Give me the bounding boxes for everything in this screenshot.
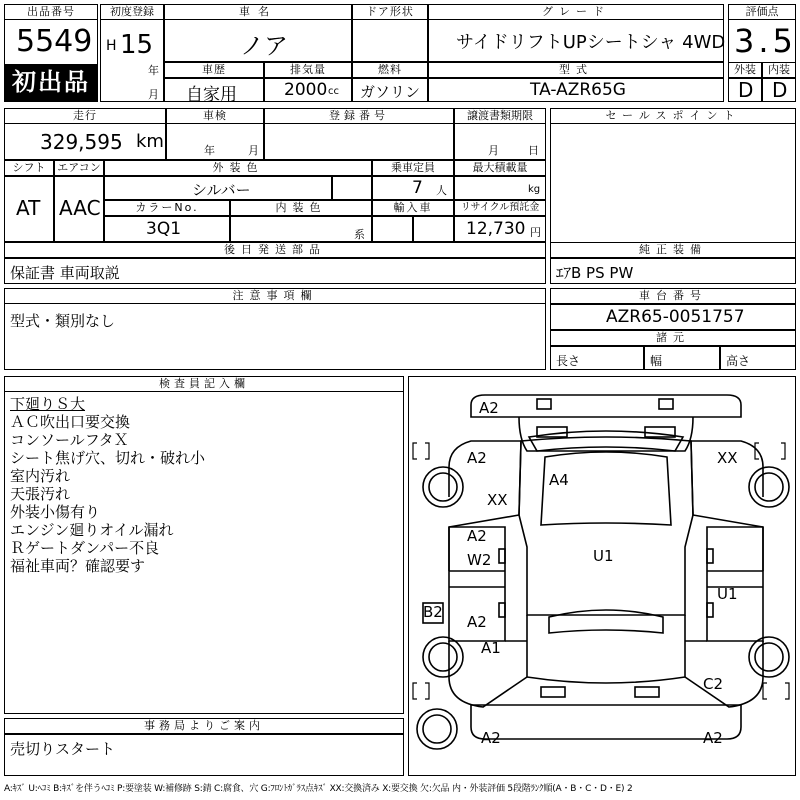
first-reg-month-unit: 月 xyxy=(148,88,159,101)
int-color-label: 内装色 xyxy=(230,200,372,216)
max-load-label: 最大積載量 xyxy=(454,160,546,176)
int-color-cell xyxy=(230,216,372,242)
rear-body xyxy=(527,615,685,683)
office-value: 売切りスタート xyxy=(10,740,116,758)
first-reg-year-unit: 年 xyxy=(148,64,159,77)
caution-label: 注意事項欄 xyxy=(4,288,546,304)
damage-mark: A2 xyxy=(481,729,501,747)
door-label: ドア形状 xyxy=(352,4,428,20)
capacity-value: 7 xyxy=(412,178,423,198)
first-reg-era: H xyxy=(106,38,117,54)
car-name-label: 車名 xyxy=(164,4,352,20)
inspector-notes xyxy=(10,395,205,575)
damage-mark: U1 xyxy=(593,547,614,565)
aircon-value: AAC xyxy=(59,196,101,220)
recycle-unit: 円 xyxy=(530,226,541,239)
plate-front xyxy=(537,399,551,409)
max-load-unit: kg xyxy=(528,184,541,195)
transfer-month-unit: 月 xyxy=(488,144,499,157)
inspector-note: 外装小傷有り xyxy=(10,503,101,521)
tail-light-left xyxy=(541,687,565,697)
car-name-value: ノア xyxy=(240,32,288,60)
first-reg-year: 15 xyxy=(120,30,154,60)
front-bumper-outline xyxy=(471,395,741,417)
inspection-year-unit: 年 xyxy=(204,144,215,157)
tail-light-right xyxy=(635,687,659,697)
ext-color-label: 外装色 xyxy=(104,160,372,176)
reg-number-label: 登録番号 xyxy=(264,108,454,124)
inspection-month-unit: 月 xyxy=(248,144,259,157)
damage-legend: A:ｷｽﾞ U:ﾍｺﾐ B:ｷｽﾞを伴うﾍｺﾐ P:要塗装 W:補修跡 S:錆 C:腐食、穴 G:ﾌﾛﾝﾄｶﾞﾗｽ点ｷｽﾞ XX:交換済み X:要交換 欠:欠品 内・外装評価 5段階ﾗﾝｸ順(A・B・C・D・E) 2 xyxy=(4,784,633,794)
import-cell-a xyxy=(372,216,413,242)
int-color-unit: 系 xyxy=(354,228,365,241)
recycle-value: 12,730 xyxy=(466,219,526,239)
damage-mark: A2 xyxy=(467,527,487,545)
transfer-day-unit: 日 xyxy=(528,144,539,157)
displacement-unit: cc xyxy=(328,86,339,97)
recycle-label: リサイクル預託金 xyxy=(454,200,546,216)
damage-mark: U1 xyxy=(717,585,738,603)
inspector-note: コンソールフタＸ xyxy=(10,431,129,449)
plate-front-right xyxy=(659,399,673,409)
interior-value: D xyxy=(772,78,788,102)
left-handle-2 xyxy=(499,603,505,617)
inspector-note: Ｒゲートダンパー不良 xyxy=(10,539,160,557)
office-label: 事務局よりご案内 xyxy=(4,718,404,734)
inspector-note: ＡＣ吹出口要交換 xyxy=(10,413,131,431)
inspector-note: シート焦げ穴、切れ・破れ小 xyxy=(10,449,206,467)
chassis-label: 車台番号 xyxy=(550,288,796,304)
model-value: TA-AZR65G xyxy=(530,80,626,100)
spec-height-label: 高さ xyxy=(726,354,751,368)
right-handle-1 xyxy=(707,549,713,563)
inspector-note: 室内汚れ xyxy=(10,467,71,485)
lot-number: 5549 xyxy=(16,24,93,59)
equipment-label: 純正装備 xyxy=(550,242,796,258)
inspector-label: 検査員記入欄 xyxy=(4,376,404,392)
damage-mark: XX xyxy=(487,491,508,509)
model-label: 型式 xyxy=(428,62,724,78)
later-parts-value: 保証書 車両取説 xyxy=(10,264,120,282)
mileage-label: 走行 xyxy=(4,108,166,124)
damage-mark: A2 xyxy=(479,399,499,417)
right-handle-2 xyxy=(707,603,713,617)
damage-mark: A2 xyxy=(703,729,723,747)
history-label: 車歴 xyxy=(164,62,264,78)
exterior-value: D xyxy=(738,78,754,102)
spec-width-label: 幅 xyxy=(650,354,663,368)
windshield-outline xyxy=(529,431,683,451)
score-value: 3.5 xyxy=(734,22,797,60)
damage-mark: A4 xyxy=(549,471,569,489)
fuel-value: ガソリン xyxy=(360,83,421,101)
inspector-note: 下廻りＳ大 xyxy=(10,395,86,413)
capacity-label: 乗車定員 xyxy=(372,160,454,176)
import-cell-b xyxy=(413,216,454,242)
chassis-value: AZR65-0051757 xyxy=(606,307,745,327)
damage-mark: XX xyxy=(717,449,738,467)
inspector-note: 福祉車両？確認要す xyxy=(10,557,146,575)
shift-value: AT xyxy=(16,196,41,220)
left-handle-1 xyxy=(499,549,505,563)
mileage-value: 329,595 xyxy=(40,130,123,154)
aircon-label: エアコン xyxy=(54,160,104,176)
car-damage-diagram xyxy=(409,377,795,775)
displacement-value: 2000 xyxy=(284,80,328,100)
damage-mark: B2 xyxy=(423,603,443,621)
specs-label: 諸元 xyxy=(550,330,796,346)
import-label: 輸入車 xyxy=(372,200,454,216)
first-reg-label: 初度登録 xyxy=(100,4,164,20)
sales-point-box xyxy=(550,108,796,258)
color-no-value: 3Q1 xyxy=(146,219,182,239)
grade-label: グレード xyxy=(428,4,724,20)
lot-label: 出品番号 xyxy=(4,4,98,20)
damage-mark: C2 xyxy=(703,675,724,693)
inspector-note: エンジン廻りオイル漏れ xyxy=(10,521,174,539)
shift-label: シフト xyxy=(4,160,54,176)
equipment-value: ｴｱB PS PW xyxy=(556,264,634,282)
history-value: 自家用 xyxy=(186,85,237,105)
damage-mark: A2 xyxy=(467,449,487,467)
fuel-label: 燃料 xyxy=(352,62,428,78)
interior-label: 内装 xyxy=(762,62,796,78)
capacity-unit: 人 xyxy=(436,184,447,197)
spec-length-label: 長さ xyxy=(556,354,581,368)
ext-color-extra xyxy=(332,176,372,200)
rear-glass xyxy=(549,610,663,633)
sales-point-label: セールスポイント xyxy=(550,108,796,124)
caution-value: 型式・類別なし xyxy=(10,312,116,330)
right-side xyxy=(707,527,763,641)
score-label: 評価点 xyxy=(728,4,796,20)
transfer-label: 譲渡書類期限 xyxy=(454,108,546,124)
rear-right-quarter xyxy=(685,641,763,707)
rear-bumper-outline xyxy=(471,705,741,739)
color-no-label: カラーNo. xyxy=(104,200,230,216)
damage-mark: W2 xyxy=(467,551,492,569)
displacement-label: 排気量 xyxy=(264,62,352,78)
inspector-note: 天張汚れ xyxy=(10,485,71,503)
ext-color-value: シルバー xyxy=(192,181,251,199)
damage-mark: A1 xyxy=(481,639,501,657)
inspection-label: 車検 xyxy=(166,108,264,124)
damage-mark: A2 xyxy=(467,613,487,631)
grade-value: サイドリフトUPシートシャ 4WD xyxy=(456,32,726,53)
mileage-unit: km xyxy=(136,131,164,152)
exterior-label: 外装 xyxy=(728,62,762,78)
later-parts-label: 後日発送部品 xyxy=(4,242,546,258)
first-listing-badge: 初出品 xyxy=(5,64,97,101)
